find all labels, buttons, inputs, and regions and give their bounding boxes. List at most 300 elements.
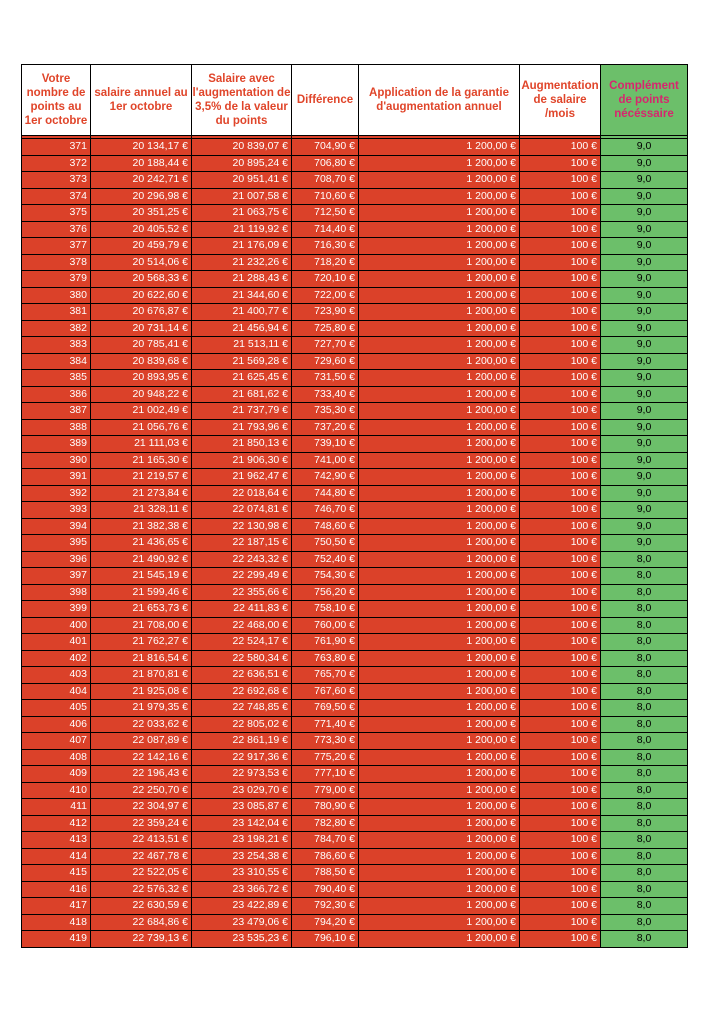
cell-monthly-increase: 100 € bbox=[520, 188, 601, 205]
cell-difference: 746,70 € bbox=[292, 502, 359, 519]
table-row bbox=[22, 337, 688, 354]
cell-points: 379 bbox=[22, 271, 91, 288]
cell-garantie: 1 200,00 € bbox=[359, 353, 520, 370]
cell-monthly-increase: 100 € bbox=[520, 584, 601, 601]
table-header bbox=[22, 65, 688, 139]
cell-complement: 8,0 bbox=[601, 749, 688, 766]
cell-salary: 21 545,19 € bbox=[91, 568, 192, 585]
cell-difference: 792,30 € bbox=[292, 898, 359, 915]
table-row bbox=[22, 700, 688, 717]
cell-complement: 9,0 bbox=[601, 320, 688, 337]
cell-complement: 8,0 bbox=[601, 832, 688, 849]
cell-monthly-increase: 100 € bbox=[520, 881, 601, 898]
cell-points: 372 bbox=[22, 155, 91, 172]
cell-garantie: 1 200,00 € bbox=[359, 601, 520, 618]
cell-complement: 9,0 bbox=[601, 304, 688, 321]
cell-garantie: 1 200,00 € bbox=[359, 320, 520, 337]
cell-monthly-increase: 100 € bbox=[520, 601, 601, 618]
cell-difference: 786,60 € bbox=[292, 848, 359, 865]
cell-difference: 748,60 € bbox=[292, 518, 359, 535]
cell-salary: 22 359,24 € bbox=[91, 815, 192, 832]
cell-complement: 9,0 bbox=[601, 469, 688, 486]
cell-complement: 8,0 bbox=[601, 815, 688, 832]
cell-monthly-increase: 100 € bbox=[520, 931, 601, 948]
cell-difference: 756,20 € bbox=[292, 584, 359, 601]
cell-salary-increase: 21 906,30 € bbox=[192, 452, 292, 469]
cell-complement: 8,0 bbox=[601, 584, 688, 601]
cell-garantie: 1 200,00 € bbox=[359, 238, 520, 255]
cell-salary: 22 087,89 € bbox=[91, 733, 192, 750]
cell-salary: 20 893,95 € bbox=[91, 370, 192, 387]
cell-monthly-increase: 100 € bbox=[520, 766, 601, 783]
cell-salary: 21 816,54 € bbox=[91, 650, 192, 667]
cell-difference: 710,60 € bbox=[292, 188, 359, 205]
header-monthly-increase: Augmentation de salaire /mois bbox=[520, 65, 601, 136]
cell-monthly-increase: 100 € bbox=[520, 172, 601, 189]
table-row bbox=[22, 304, 688, 321]
cell-points: 392 bbox=[22, 485, 91, 502]
table-row bbox=[22, 683, 688, 700]
cell-salary: 20 568,33 € bbox=[91, 271, 192, 288]
table-row bbox=[22, 518, 688, 535]
cell-salary: 21 925,08 € bbox=[91, 683, 192, 700]
cell-monthly-increase: 100 € bbox=[520, 898, 601, 915]
table-row bbox=[22, 914, 688, 931]
cell-salary-increase: 23 085,87 € bbox=[192, 799, 292, 816]
cell-salary: 22 304,97 € bbox=[91, 799, 192, 816]
cell-garantie: 1 200,00 € bbox=[359, 485, 520, 502]
cell-monthly-increase: 100 € bbox=[520, 155, 601, 172]
cell-complement: 8,0 bbox=[601, 848, 688, 865]
cell-difference: 788,50 € bbox=[292, 865, 359, 882]
cell-monthly-increase: 100 € bbox=[520, 535, 601, 552]
table-row bbox=[22, 205, 688, 222]
cell-difference: 706,80 € bbox=[292, 155, 359, 172]
cell-salary-increase: 21 232,26 € bbox=[192, 254, 292, 271]
cell-difference: 794,20 € bbox=[292, 914, 359, 931]
cell-monthly-increase: 100 € bbox=[520, 403, 601, 420]
cell-salary: 20 731,14 € bbox=[91, 320, 192, 337]
cell-salary: 21 653,73 € bbox=[91, 601, 192, 618]
cell-complement: 9,0 bbox=[601, 370, 688, 387]
cell-points: 395 bbox=[22, 535, 91, 552]
cell-difference: 731,50 € bbox=[292, 370, 359, 387]
header-salary: salaire annuel au 1er octobre bbox=[91, 65, 192, 136]
cell-salary-increase: 22 580,34 € bbox=[192, 650, 292, 667]
cell-salary-increase: 20 951,41 € bbox=[192, 172, 292, 189]
cell-difference: 754,30 € bbox=[292, 568, 359, 585]
table-row bbox=[22, 634, 688, 651]
cell-complement: 9,0 bbox=[601, 287, 688, 304]
cell-difference: 765,70 € bbox=[292, 667, 359, 684]
table-row bbox=[22, 584, 688, 601]
table-row bbox=[22, 419, 688, 436]
cell-monthly-increase: 100 € bbox=[520, 238, 601, 255]
cell-complement: 8,0 bbox=[601, 634, 688, 651]
cell-complement: 9,0 bbox=[601, 337, 688, 354]
cell-difference: 720,10 € bbox=[292, 271, 359, 288]
table-row bbox=[22, 601, 688, 618]
cell-points: 373 bbox=[22, 172, 91, 189]
cell-salary-increase: 22 805,02 € bbox=[192, 716, 292, 733]
cell-garantie: 1 200,00 € bbox=[359, 419, 520, 436]
cell-monthly-increase: 100 € bbox=[520, 700, 601, 717]
cell-complement: 8,0 bbox=[601, 716, 688, 733]
cell-points: 391 bbox=[22, 469, 91, 486]
header-complement: Complément de points nécéssaire bbox=[601, 65, 688, 136]
cell-garantie: 1 200,00 € bbox=[359, 188, 520, 205]
cell-difference: 758,10 € bbox=[292, 601, 359, 618]
table-row bbox=[22, 254, 688, 271]
cell-complement: 9,0 bbox=[601, 452, 688, 469]
table-row bbox=[22, 535, 688, 552]
cell-salary: 22 739,13 € bbox=[91, 931, 192, 948]
cell-salary-increase: 21 569,28 € bbox=[192, 353, 292, 370]
cell-monthly-increase: 100 € bbox=[520, 205, 601, 222]
cell-garantie: 1 200,00 € bbox=[359, 254, 520, 271]
cell-monthly-increase: 100 € bbox=[520, 452, 601, 469]
cell-points: 400 bbox=[22, 617, 91, 634]
cell-difference: 735,30 € bbox=[292, 403, 359, 420]
cell-monthly-increase: 100 € bbox=[520, 749, 601, 766]
cell-salary-increase: 22 187,15 € bbox=[192, 535, 292, 552]
cell-complement: 8,0 bbox=[601, 617, 688, 634]
cell-points: 375 bbox=[22, 205, 91, 222]
cell-salary-increase: 20 895,24 € bbox=[192, 155, 292, 172]
cell-monthly-increase: 100 € bbox=[520, 419, 601, 436]
cell-garantie: 1 200,00 € bbox=[359, 452, 520, 469]
cell-complement: 9,0 bbox=[601, 205, 688, 222]
cell-garantie: 1 200,00 € bbox=[359, 733, 520, 750]
cell-monthly-increase: 100 € bbox=[520, 469, 601, 486]
table-row bbox=[22, 221, 688, 238]
cell-monthly-increase: 100 € bbox=[520, 221, 601, 238]
cell-garantie: 1 200,00 € bbox=[359, 568, 520, 585]
cell-monthly-increase: 100 € bbox=[520, 815, 601, 832]
cell-garantie: 1 200,00 € bbox=[359, 766, 520, 783]
cell-salary: 21 762,27 € bbox=[91, 634, 192, 651]
cell-garantie: 1 200,00 € bbox=[359, 370, 520, 387]
cell-points: 383 bbox=[22, 337, 91, 354]
cell-salary-increase: 22 748,85 € bbox=[192, 700, 292, 717]
cell-points: 418 bbox=[22, 914, 91, 931]
cell-monthly-increase: 100 € bbox=[520, 386, 601, 403]
cell-garantie: 1 200,00 € bbox=[359, 865, 520, 882]
table-row bbox=[22, 568, 688, 585]
table-row bbox=[22, 320, 688, 337]
cell-salary: 21 979,35 € bbox=[91, 700, 192, 717]
cell-complement: 9,0 bbox=[601, 502, 688, 519]
cell-monthly-increase: 100 € bbox=[520, 634, 601, 651]
cell-complement: 8,0 bbox=[601, 931, 688, 948]
cell-salary-increase: 23 422,89 € bbox=[192, 898, 292, 915]
cell-salary-increase: 22 074,81 € bbox=[192, 502, 292, 519]
cell-points: 389 bbox=[22, 436, 91, 453]
cell-points: 381 bbox=[22, 304, 91, 321]
cell-salary: 22 033,62 € bbox=[91, 716, 192, 733]
cell-monthly-increase: 100 € bbox=[520, 304, 601, 321]
table-row bbox=[22, 881, 688, 898]
cell-complement: 9,0 bbox=[601, 518, 688, 535]
cell-monthly-increase: 100 € bbox=[520, 370, 601, 387]
cell-difference: 796,10 € bbox=[292, 931, 359, 948]
cell-garantie: 1 200,00 € bbox=[359, 584, 520, 601]
cell-garantie: 1 200,00 € bbox=[359, 139, 520, 156]
table-row bbox=[22, 370, 688, 387]
cell-points: 411 bbox=[22, 799, 91, 816]
cell-difference: 775,20 € bbox=[292, 749, 359, 766]
cell-salary: 22 522,05 € bbox=[91, 865, 192, 882]
cell-salary: 21 002,49 € bbox=[91, 403, 192, 420]
cell-garantie: 1 200,00 € bbox=[359, 667, 520, 684]
cell-salary-increase: 21 119,92 € bbox=[192, 221, 292, 238]
cell-points: 397 bbox=[22, 568, 91, 585]
table-row bbox=[22, 139, 688, 156]
table-row bbox=[22, 832, 688, 849]
cell-salary: 21 111,03 € bbox=[91, 436, 192, 453]
cell-salary-increase: 22 018,64 € bbox=[192, 485, 292, 502]
cell-garantie: 1 200,00 € bbox=[359, 172, 520, 189]
cell-salary-increase: 21 063,75 € bbox=[192, 205, 292, 222]
cell-garantie: 1 200,00 € bbox=[359, 551, 520, 568]
cell-complement: 9,0 bbox=[601, 403, 688, 420]
cell-points: 413 bbox=[22, 832, 91, 849]
cell-salary: 20 134,17 € bbox=[91, 139, 192, 156]
table-row bbox=[22, 749, 688, 766]
cell-salary: 22 630,59 € bbox=[91, 898, 192, 915]
cell-salary: 20 839,68 € bbox=[91, 353, 192, 370]
cell-garantie: 1 200,00 € bbox=[359, 848, 520, 865]
cell-salary-increase: 23 479,06 € bbox=[192, 914, 292, 931]
cell-complement: 8,0 bbox=[601, 601, 688, 618]
cell-salary: 20 296,98 € bbox=[91, 188, 192, 205]
cell-complement: 8,0 bbox=[601, 650, 688, 667]
cell-monthly-increase: 100 € bbox=[520, 485, 601, 502]
cell-points: 374 bbox=[22, 188, 91, 205]
header-difference: Différence bbox=[292, 65, 359, 136]
cell-points: 390 bbox=[22, 452, 91, 469]
cell-salary: 22 196,43 € bbox=[91, 766, 192, 783]
cell-salary-increase: 21 513,11 € bbox=[192, 337, 292, 354]
cell-salary-increase: 22 243,32 € bbox=[192, 551, 292, 568]
cell-difference: 714,40 € bbox=[292, 221, 359, 238]
table-row bbox=[22, 172, 688, 189]
cell-salary-increase: 22 861,19 € bbox=[192, 733, 292, 750]
cell-points: 377 bbox=[22, 238, 91, 255]
cell-garantie: 1 200,00 € bbox=[359, 782, 520, 799]
cell-monthly-increase: 100 € bbox=[520, 865, 601, 882]
table-row bbox=[22, 188, 688, 205]
cell-complement: 8,0 bbox=[601, 700, 688, 717]
cell-complement: 8,0 bbox=[601, 568, 688, 585]
cell-salary-increase: 21 288,43 € bbox=[192, 271, 292, 288]
cell-garantie: 1 200,00 € bbox=[359, 700, 520, 717]
cell-difference: 723,90 € bbox=[292, 304, 359, 321]
cell-garantie: 1 200,00 € bbox=[359, 221, 520, 238]
cell-monthly-increase: 100 € bbox=[520, 848, 601, 865]
cell-salary: 22 576,32 € bbox=[91, 881, 192, 898]
cell-salary-increase: 22 468,00 € bbox=[192, 617, 292, 634]
cell-salary: 21 436,65 € bbox=[91, 535, 192, 552]
cell-difference: 737,20 € bbox=[292, 419, 359, 436]
cell-points: 385 bbox=[22, 370, 91, 387]
cell-garantie: 1 200,00 € bbox=[359, 617, 520, 634]
cell-monthly-increase: 100 € bbox=[520, 436, 601, 453]
cell-difference: 725,80 € bbox=[292, 320, 359, 337]
header-points: Votre nombre de points au 1er octobre bbox=[22, 65, 91, 136]
cell-points: 416 bbox=[22, 881, 91, 898]
cell-salary-increase: 23 310,55 € bbox=[192, 865, 292, 882]
table-row bbox=[22, 485, 688, 502]
table-row bbox=[22, 502, 688, 519]
cell-garantie: 1 200,00 € bbox=[359, 931, 520, 948]
cell-salary-increase: 21 344,60 € bbox=[192, 287, 292, 304]
cell-difference: 742,90 € bbox=[292, 469, 359, 486]
cell-points: 386 bbox=[22, 386, 91, 403]
cell-difference: 769,50 € bbox=[292, 700, 359, 717]
cell-salary-increase: 21 850,13 € bbox=[192, 436, 292, 453]
cell-salary: 21 328,11 € bbox=[91, 502, 192, 519]
table-row bbox=[22, 238, 688, 255]
cell-complement: 9,0 bbox=[601, 139, 688, 156]
cell-complement: 9,0 bbox=[601, 221, 688, 238]
cell-points: 412 bbox=[22, 815, 91, 832]
cell-salary: 20 459,79 € bbox=[91, 238, 192, 255]
cell-garantie: 1 200,00 € bbox=[359, 403, 520, 420]
table-row bbox=[22, 403, 688, 420]
cell-salary-increase: 22 917,36 € bbox=[192, 749, 292, 766]
cell-difference: 782,80 € bbox=[292, 815, 359, 832]
table-row bbox=[22, 155, 688, 172]
cell-complement: 9,0 bbox=[601, 172, 688, 189]
cell-garantie: 1 200,00 € bbox=[359, 502, 520, 519]
cell-points: 380 bbox=[22, 287, 91, 304]
cell-garantie: 1 200,00 € bbox=[359, 155, 520, 172]
cell-points: 371 bbox=[22, 139, 91, 156]
cell-complement: 8,0 bbox=[601, 733, 688, 750]
cell-garantie: 1 200,00 € bbox=[359, 815, 520, 832]
cell-salary: 21 870,81 € bbox=[91, 667, 192, 684]
cell-salary: 22 684,86 € bbox=[91, 914, 192, 931]
cell-difference: 752,40 € bbox=[292, 551, 359, 568]
table-row bbox=[22, 848, 688, 865]
cell-complement: 9,0 bbox=[601, 254, 688, 271]
cell-salary-increase: 21 737,79 € bbox=[192, 403, 292, 420]
cell-salary: 20 242,71 € bbox=[91, 172, 192, 189]
cell-complement: 9,0 bbox=[601, 353, 688, 370]
cell-difference: 741,00 € bbox=[292, 452, 359, 469]
cell-monthly-increase: 100 € bbox=[520, 551, 601, 568]
cell-complement: 8,0 bbox=[601, 683, 688, 700]
cell-monthly-increase: 100 € bbox=[520, 683, 601, 700]
cell-salary-increase: 22 411,83 € bbox=[192, 601, 292, 618]
cell-points: 382 bbox=[22, 320, 91, 337]
cell-monthly-increase: 100 € bbox=[520, 320, 601, 337]
cell-monthly-increase: 100 € bbox=[520, 716, 601, 733]
cell-garantie: 1 200,00 € bbox=[359, 304, 520, 321]
cell-complement: 9,0 bbox=[601, 386, 688, 403]
table-row bbox=[22, 436, 688, 453]
cell-complement: 9,0 bbox=[601, 271, 688, 288]
cell-garantie: 1 200,00 € bbox=[359, 716, 520, 733]
cell-points: 403 bbox=[22, 667, 91, 684]
salary-table bbox=[21, 64, 688, 948]
cell-garantie: 1 200,00 € bbox=[359, 518, 520, 535]
cell-garantie: 1 200,00 € bbox=[359, 799, 520, 816]
cell-salary-increase: 21 456,94 € bbox=[192, 320, 292, 337]
cell-garantie: 1 200,00 € bbox=[359, 832, 520, 849]
cell-points: 415 bbox=[22, 865, 91, 882]
cell-salary-increase: 22 130,98 € bbox=[192, 518, 292, 535]
cell-salary-increase: 21 793,96 € bbox=[192, 419, 292, 436]
cell-difference: 780,90 € bbox=[292, 799, 359, 816]
cell-salary-increase: 23 198,21 € bbox=[192, 832, 292, 849]
cell-salary-increase: 21 681,62 € bbox=[192, 386, 292, 403]
cell-salary: 22 250,70 € bbox=[91, 782, 192, 799]
cell-points: 402 bbox=[22, 650, 91, 667]
cell-salary: 20 188,44 € bbox=[91, 155, 192, 172]
table-row bbox=[22, 865, 688, 882]
cell-complement: 9,0 bbox=[601, 436, 688, 453]
cell-salary: 21 708,00 € bbox=[91, 617, 192, 634]
cell-monthly-increase: 100 € bbox=[520, 353, 601, 370]
cell-difference: 744,80 € bbox=[292, 485, 359, 502]
cell-complement: 9,0 bbox=[601, 485, 688, 502]
cell-salary: 21 599,46 € bbox=[91, 584, 192, 601]
cell-garantie: 1 200,00 € bbox=[359, 386, 520, 403]
cell-difference: 716,30 € bbox=[292, 238, 359, 255]
cell-monthly-increase: 100 € bbox=[520, 139, 601, 156]
cell-difference: 790,40 € bbox=[292, 881, 359, 898]
cell-complement: 8,0 bbox=[601, 881, 688, 898]
cell-difference: 763,80 € bbox=[292, 650, 359, 667]
cell-garantie: 1 200,00 € bbox=[359, 469, 520, 486]
table-row bbox=[22, 386, 688, 403]
cell-monthly-increase: 100 € bbox=[520, 518, 601, 535]
cell-salary: 21 382,38 € bbox=[91, 518, 192, 535]
cell-monthly-increase: 100 € bbox=[520, 271, 601, 288]
cell-monthly-increase: 100 € bbox=[520, 832, 601, 849]
cell-garantie: 1 200,00 € bbox=[359, 271, 520, 288]
table-row bbox=[22, 733, 688, 750]
cell-salary-increase: 23 029,70 € bbox=[192, 782, 292, 799]
cell-difference: 718,20 € bbox=[292, 254, 359, 271]
cell-salary: 20 514,06 € bbox=[91, 254, 192, 271]
cell-salary: 20 676,87 € bbox=[91, 304, 192, 321]
cell-points: 409 bbox=[22, 766, 91, 783]
cell-salary-increase: 22 355,66 € bbox=[192, 584, 292, 601]
cell-salary: 20 405,52 € bbox=[91, 221, 192, 238]
cell-salary: 20 948,22 € bbox=[91, 386, 192, 403]
cell-complement: 8,0 bbox=[601, 799, 688, 816]
cell-points: 393 bbox=[22, 502, 91, 519]
cell-difference: 750,50 € bbox=[292, 535, 359, 552]
cell-monthly-increase: 100 € bbox=[520, 254, 601, 271]
cell-salary-increase: 21 176,09 € bbox=[192, 238, 292, 255]
cell-complement: 8,0 bbox=[601, 551, 688, 568]
cell-points: 407 bbox=[22, 733, 91, 750]
cell-difference: 733,40 € bbox=[292, 386, 359, 403]
cell-points: 419 bbox=[22, 931, 91, 948]
cell-garantie: 1 200,00 € bbox=[359, 287, 520, 304]
table-row bbox=[22, 799, 688, 816]
cell-points: 414 bbox=[22, 848, 91, 865]
table-row bbox=[22, 766, 688, 783]
cell-salary-increase: 22 524,17 € bbox=[192, 634, 292, 651]
table-row bbox=[22, 617, 688, 634]
cell-points: 378 bbox=[22, 254, 91, 271]
cell-salary: 21 056,76 € bbox=[91, 419, 192, 436]
